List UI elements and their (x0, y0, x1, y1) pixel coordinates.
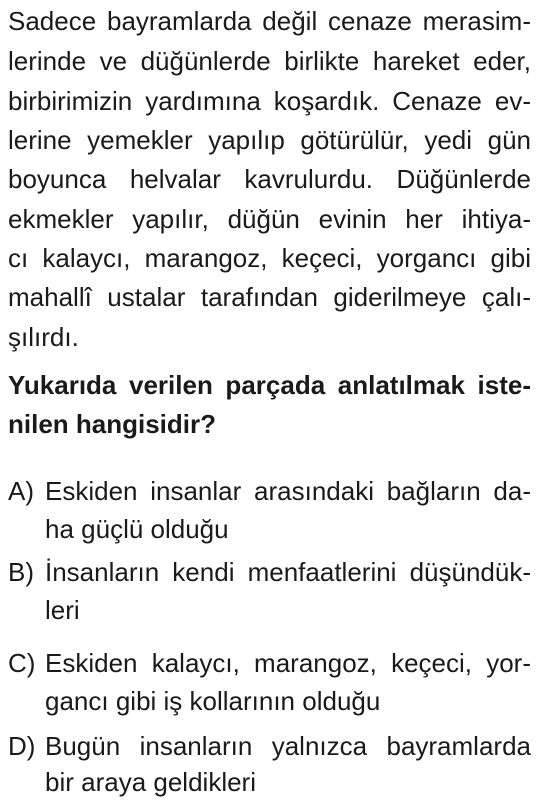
passage-line: lerine yemekler yapılıp götürülür, yedi gün (8, 125, 531, 155)
option-text-line: Eskiden insanlar arasındaki bağların da- (45, 476, 531, 506)
passage-line: Sadece bayramlarda değil cenaze merasim- (8, 6, 531, 36)
option-letter: A) (8, 476, 34, 506)
question-line: Yukarıda verilen parçada anlatılmak iste- (8, 370, 531, 400)
option-letter: B) (8, 557, 34, 587)
passage-line: lerinde ve düğünlerde birlikte hareket eder, (8, 46, 531, 76)
option-text-line: bir araya geldikleri (45, 767, 256, 797)
option-letter: C) (8, 648, 36, 678)
question-line: nilen hangisidir? (8, 409, 217, 439)
passage-line: boyunca helvalar kavrulurdu. Düğünlerde (8, 164, 531, 194)
option-text-line: gancı gibi iş kollarının olduğu (45, 686, 381, 716)
option-text-line: Eskiden kalaycı, marangoz, keçeci, yor- (45, 648, 531, 678)
passage-line: cı kalaycı, marangoz, keçeci, yorgancı gibi (8, 243, 531, 273)
option-text-line: leri (45, 595, 80, 625)
option-letter: D) (8, 731, 36, 761)
option-text-line: ha güçlü olduğu (45, 514, 229, 544)
passage-line: şılırdı. (8, 322, 79, 352)
option-text-line: Bugün insanların yalnızca bayramlarda (45, 731, 531, 761)
passage-line: mahallî ustalar tarafından giderilmeye çalı- (8, 282, 531, 312)
passage-line: ekmekler yapılır, düğün evinin her ihtiya- (8, 204, 531, 234)
option-text-line: İnsanların kendi menfaatlerini düşündük- (45, 557, 531, 587)
passage-line: birbirimizin yardımına koşardık. Cenaze ev- (8, 86, 531, 116)
